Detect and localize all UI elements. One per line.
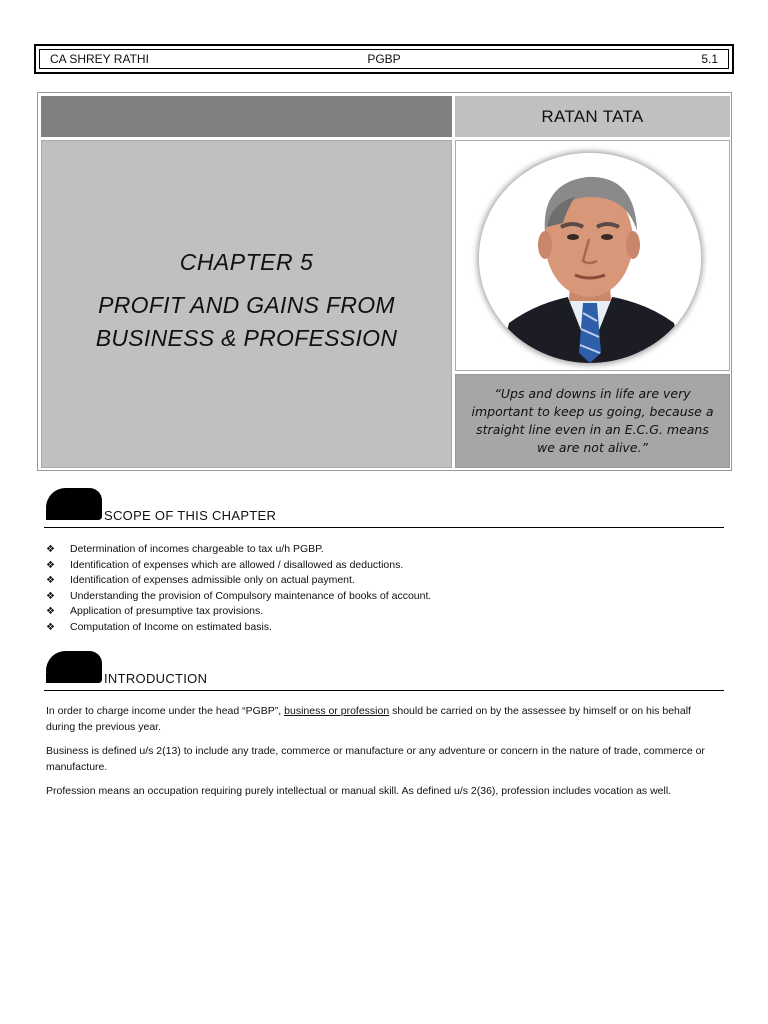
chapter-title [42, 289, 451, 355]
introduction-title: INTRODUCTION [104, 671, 208, 686]
introduction-heading [44, 651, 724, 691]
list-item-text: Identification of expenses which are allowed / disallowed as deductions. [70, 558, 404, 571]
list-item [46, 558, 431, 574]
diamond-bullet-icon: ❖ [46, 559, 55, 571]
person-name: RATAN TATA [455, 96, 730, 137]
list-item [46, 573, 431, 589]
author-name: CA SHREY RATHI [50, 52, 149, 66]
scope-list [46, 542, 431, 636]
list-item [46, 604, 431, 620]
chapter-number: CHAPTER 5 [179, 249, 314, 275]
banner-dark-cell [41, 96, 452, 137]
list-item [46, 620, 431, 636]
para1-underlined-term: business or profession [284, 705, 390, 717]
list-item-text: Identification of expenses admissible only on actual payment. [70, 574, 355, 587]
intro-paragraph-3: Profession means an occupation requiring purely intellectual or manual skill. As defined u/s 2(36), profession includes vocation as well. [46, 785, 672, 797]
list-item-text: Application of presumptive tax provisions. [70, 605, 264, 618]
chapter-title-panel [41, 140, 452, 468]
portrait-illustration [479, 153, 701, 363]
diamond-bullet-icon: ❖ [46, 544, 55, 555]
heading-tab-icon [46, 488, 102, 520]
diamond-bullet-icon: ❖ [46, 590, 55, 602]
portrait-panel [455, 140, 730, 371]
scope-title: SCOPE OF THIS CHAPTER [104, 508, 277, 523]
para1-text-start: In order to charge income under the head “PGBP”, [46, 705, 285, 717]
running-header [34, 44, 734, 74]
chapter-title-line2: BUSINESS & PROFESSION [95, 325, 398, 351]
subject-code: PGBP [367, 52, 401, 66]
chapter-title-line1: PROFIT AND GAINS FROM [98, 292, 395, 318]
list-item-text: Computation of Income on estimated basis. [70, 620, 272, 633]
quote-box: “Ups and downs in life are very important to keep us going, because a straight line even in an E.C.G. means we are not alive.” [455, 374, 730, 468]
portrait-photo [479, 153, 701, 363]
list-item-text: Understanding the provision of Compulsory maintenance of books of account. [70, 589, 432, 602]
list-item-text: Determination of incomes chargeable to tax u/h PGBP. [70, 543, 324, 555]
list-item [46, 589, 431, 605]
para1-text-end: should be carried on by the assessee by himself or on his behalf during the previous year. [46, 705, 691, 733]
scope-heading [44, 488, 724, 528]
running-header-inner [39, 49, 729, 69]
intro-paragraph-1 [46, 704, 722, 735]
intro-paragraph-2: Business is defined u/s 2(13) to include any trade, commerce or manufacture or any adventure or concern in the nature of trade, commerce or manufacture. [46, 745, 705, 773]
diamond-bullet-icon: ❖ [46, 606, 55, 618]
chapter-banner [37, 92, 732, 471]
heading-tab-icon [46, 651, 102, 683]
diamond-bullet-icon: ❖ [46, 621, 55, 633]
list-item [46, 542, 431, 558]
diamond-bullet-icon: ❖ [46, 575, 55, 587]
page-number: 5.1 [701, 52, 719, 66]
